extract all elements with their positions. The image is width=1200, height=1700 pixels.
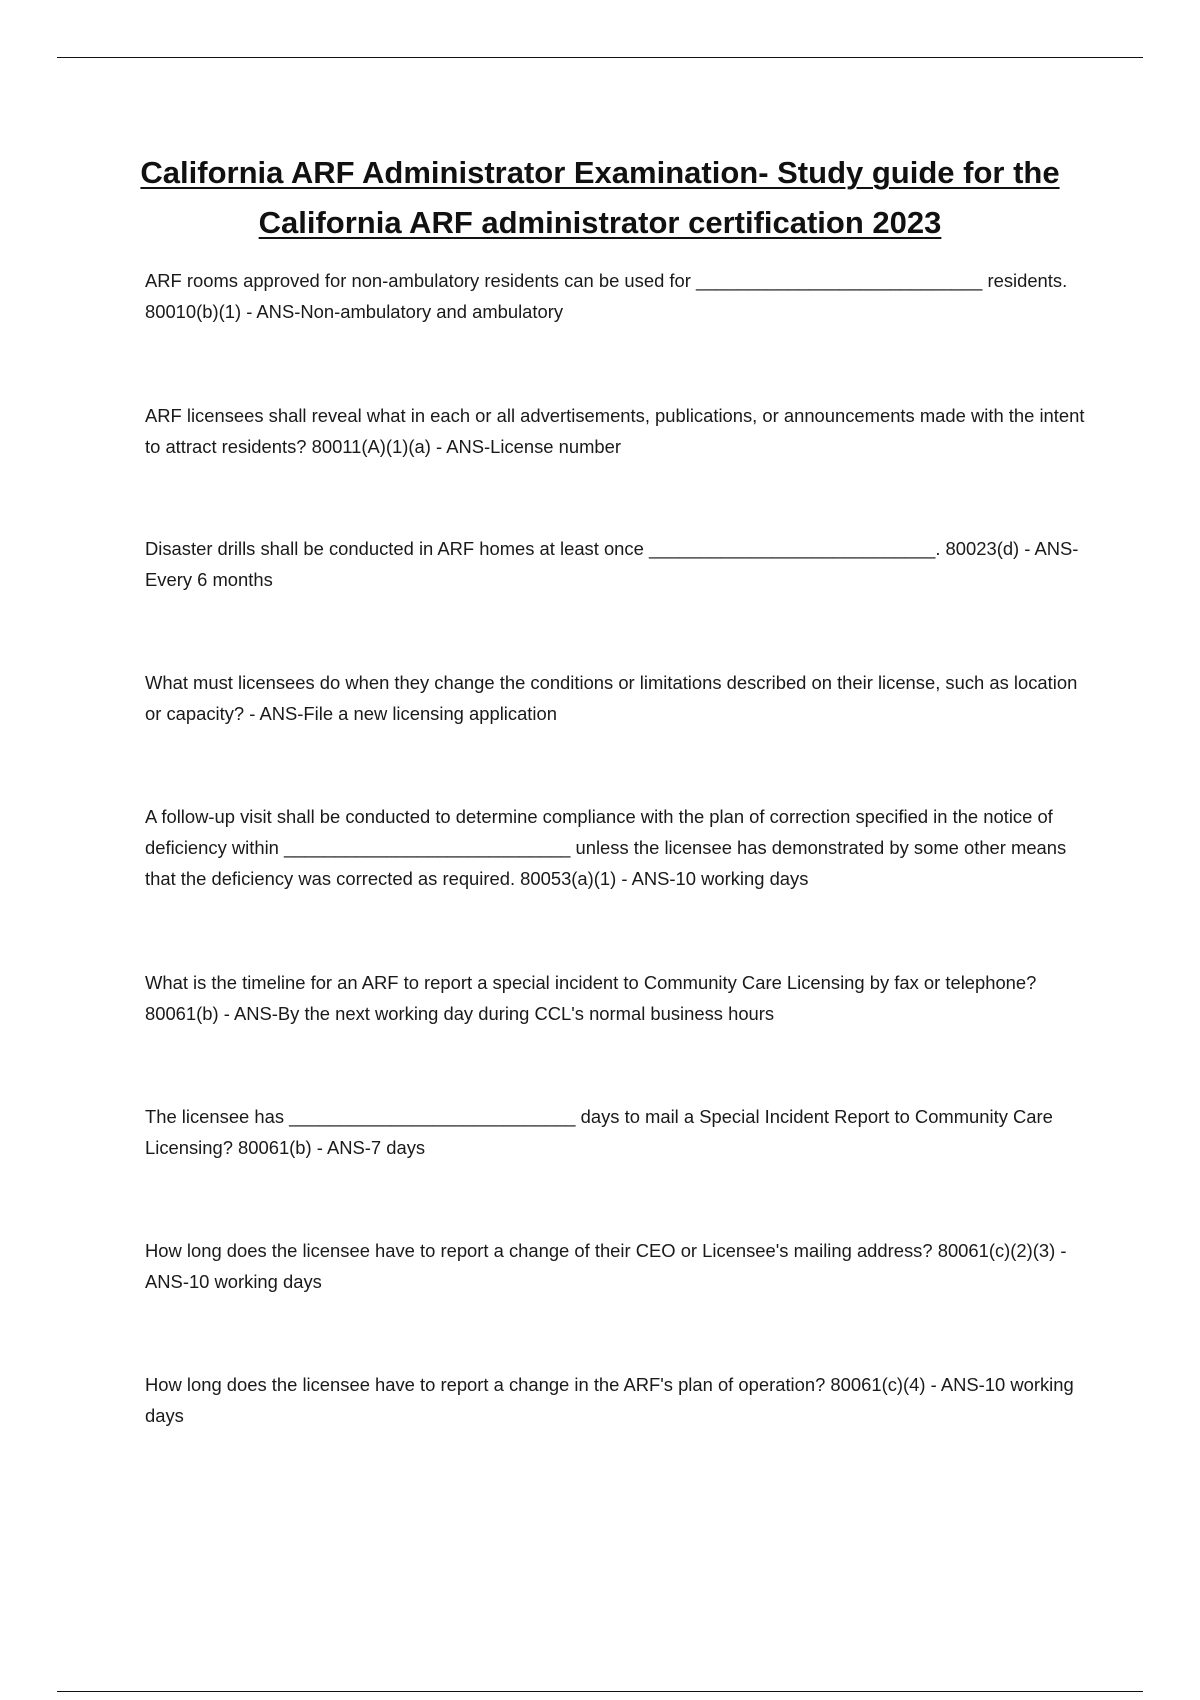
question-item: ARF rooms approved for non-ambulatory residents can be used for ____________________________ residents. 80010(b)(1) - ANS-Non-ambulatory and ambulatory <box>145 270 1068 322</box>
bottom-rule <box>57 1691 1143 1692</box>
question-item: ARF licensees shall reveal what in each or all advertisements, publications, or announcements made with the intent to attract residents? 80011(A)(1)(a) - ANS-License number <box>145 405 1085 457</box>
question-item: How long does the licensee have to report a change in the ARF's plan of operation? 80061(c)(4) - ANS-10 working days <box>145 1374 1074 1426</box>
question-item: A follow-up visit shall be conducted to determine compliance with the plan of correction specified in the notice of deficiency within ____________________________ unless the licensee has demonstrated by some other means that the deficiency was corrected as required. 80053(a)(1) - ANS-10 working days <box>145 806 1067 889</box>
document-title: California ARF Administrator Examination- Study guide for the California ARF administrator certification 2023 <box>140 155 1060 240</box>
top-rule <box>57 57 1143 58</box>
question-item: What is the timeline for an ARF to report a special incident to Community Care Licensing by fax or telephone? 80061(b) - ANS-By the next working day during CCL's normal business hours <box>145 972 1037 1024</box>
question-item: Disaster drills shall be conducted in ARF homes at least once ____________________________. 80023(d) - ANS-Every 6 months <box>145 538 1079 590</box>
question-item: What must licensees do when they change the conditions or limitations described on their license, such as location or capacity? - ANS-File a new licensing application <box>145 672 1078 724</box>
question-item: The licensee has ____________________________ days to mail a Special Incident Report to Community Care Licensing? 80061(b) - ANS-7 days <box>145 1106 1053 1158</box>
question-item: How long does the licensee have to report a change of their CEO or Licensee's mailing address? 80061(c)(2)(3) - ANS-10 working days <box>145 1240 1067 1292</box>
